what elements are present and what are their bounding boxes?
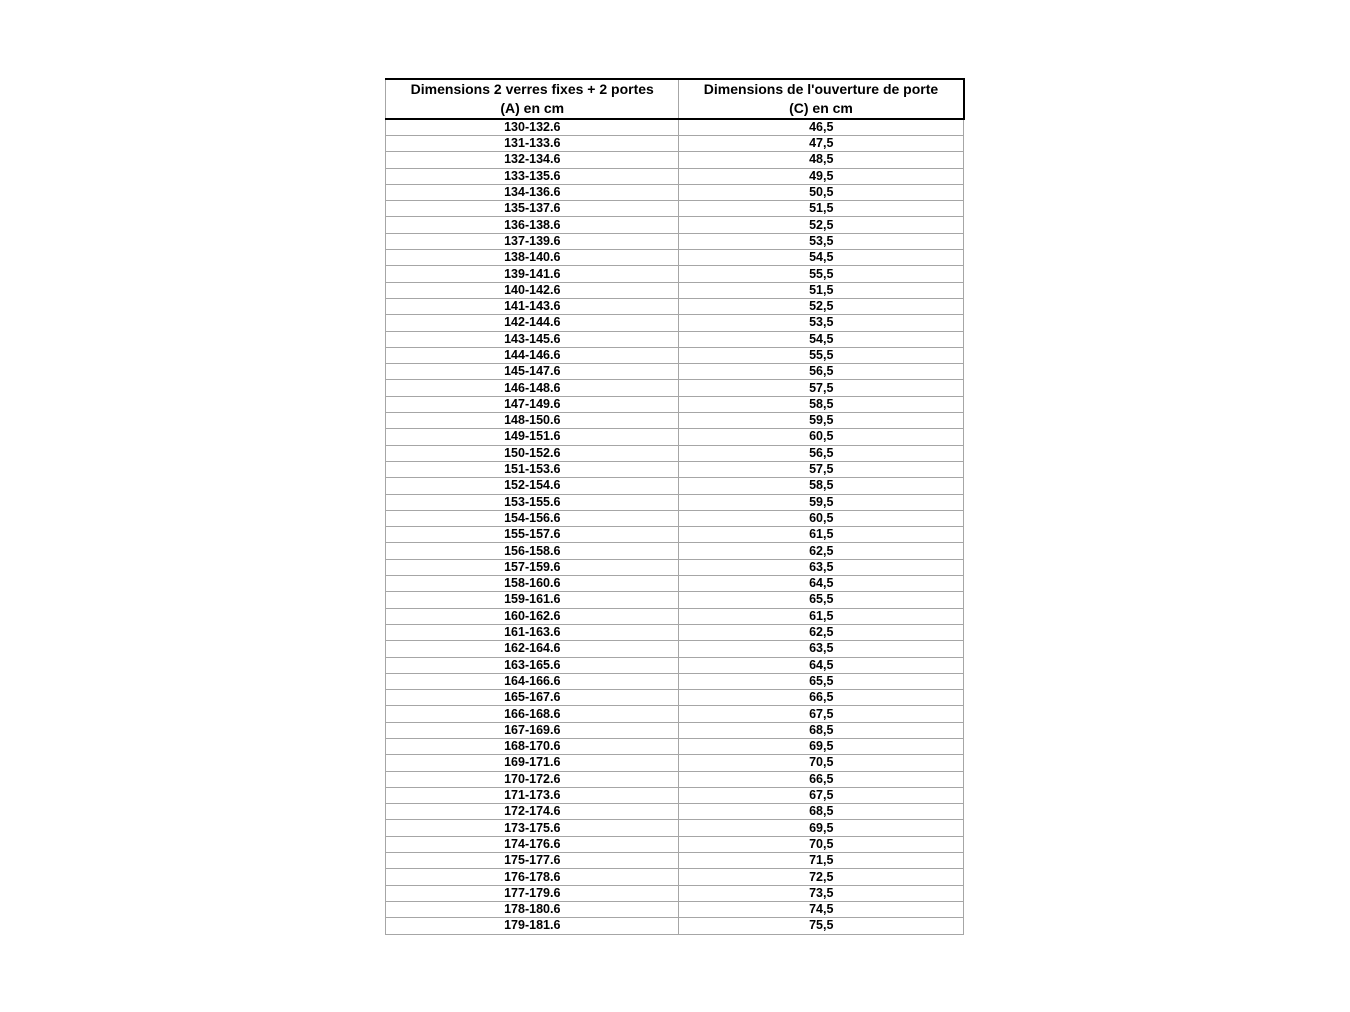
table-row	[386, 608, 964, 624]
table-row	[386, 673, 964, 689]
table-row	[386, 429, 964, 445]
cell-dimension-a: 162-164.6	[386, 641, 679, 657]
table-row	[386, 853, 964, 869]
table-row	[386, 494, 964, 510]
cell-dimension-a: 138-140.6	[386, 250, 679, 266]
cell-dimension-a: 168-170.6	[386, 738, 679, 754]
cell-opening-c: 68,5	[679, 804, 964, 820]
cell-opening-c: 64,5	[679, 657, 964, 673]
cell-opening-c: 53,5	[679, 233, 964, 249]
table-row	[386, 298, 964, 314]
header-col-opening-c	[679, 79, 964, 119]
cell-opening-c: 52,5	[679, 298, 964, 314]
cell-dimension-a: 158-160.6	[386, 576, 679, 592]
cell-opening-c: 74,5	[679, 901, 964, 917]
cell-dimension-a: 165-167.6	[386, 690, 679, 706]
header-row	[386, 79, 964, 119]
cell-opening-c: 51,5	[679, 201, 964, 217]
cell-dimension-a: 170-172.6	[386, 771, 679, 787]
table-row	[386, 184, 964, 200]
cell-opening-c: 62,5	[679, 624, 964, 640]
table-row	[386, 510, 964, 526]
table-row	[386, 576, 964, 592]
cell-dimension-a: 148-150.6	[386, 413, 679, 429]
cell-dimension-a: 131-133.6	[386, 136, 679, 152]
table-row	[386, 738, 964, 754]
cell-opening-c: 49,5	[679, 168, 964, 184]
table-row	[386, 820, 964, 836]
cell-dimension-a: 174-176.6	[386, 836, 679, 852]
cell-opening-c: 66,5	[679, 690, 964, 706]
table-row	[386, 478, 964, 494]
header-col-c-line2: (C) en cm	[789, 100, 853, 116]
cell-opening-c: 70,5	[679, 836, 964, 852]
cell-dimension-a: 175-177.6	[386, 853, 679, 869]
cell-opening-c: 63,5	[679, 559, 964, 575]
cell-dimension-a: 130-132.6	[386, 119, 679, 136]
table-row	[386, 690, 964, 706]
table-row	[386, 282, 964, 298]
table-row	[386, 559, 964, 575]
cell-opening-c: 54,5	[679, 250, 964, 266]
cell-dimension-a: 171-173.6	[386, 787, 679, 803]
cell-opening-c: 57,5	[679, 461, 964, 477]
table-header	[386, 79, 964, 119]
cell-dimension-a: 149-151.6	[386, 429, 679, 445]
header-col-a-line1: Dimensions 2 verres fixes + 2 portes	[410, 81, 654, 97]
cell-opening-c: 67,5	[679, 787, 964, 803]
cell-opening-c: 60,5	[679, 429, 964, 445]
cell-dimension-a: 151-153.6	[386, 461, 679, 477]
cell-opening-c: 65,5	[679, 592, 964, 608]
cell-opening-c: 69,5	[679, 820, 964, 836]
table-row	[386, 918, 964, 934]
cell-dimension-a: 157-159.6	[386, 559, 679, 575]
cell-opening-c: 66,5	[679, 771, 964, 787]
cell-opening-c: 68,5	[679, 722, 964, 738]
table-row	[386, 266, 964, 282]
table-row	[386, 119, 964, 136]
cell-dimension-a: 167-169.6	[386, 722, 679, 738]
table-row	[386, 347, 964, 363]
table-row	[386, 413, 964, 429]
cell-opening-c: 58,5	[679, 478, 964, 494]
cell-opening-c: 53,5	[679, 315, 964, 331]
cell-dimension-a: 146-148.6	[386, 380, 679, 396]
cell-dimension-a: 150-152.6	[386, 445, 679, 461]
table-row	[386, 527, 964, 543]
table-row	[386, 136, 964, 152]
table-row	[386, 543, 964, 559]
cell-dimension-a: 172-174.6	[386, 804, 679, 820]
cell-opening-c: 73,5	[679, 885, 964, 901]
cell-opening-c: 57,5	[679, 380, 964, 396]
cell-dimension-a: 152-154.6	[386, 478, 679, 494]
cell-opening-c: 52,5	[679, 217, 964, 233]
cell-dimension-a: 135-137.6	[386, 201, 679, 217]
table-body	[386, 119, 964, 934]
table-row	[386, 315, 964, 331]
cell-dimension-a: 144-146.6	[386, 347, 679, 363]
page	[0, 78, 1350, 935]
table-row	[386, 869, 964, 885]
table-row	[386, 217, 964, 233]
cell-dimension-a: 137-139.6	[386, 233, 679, 249]
cell-dimension-a: 147-149.6	[386, 396, 679, 412]
cell-opening-c: 71,5	[679, 853, 964, 869]
cell-opening-c: 69,5	[679, 738, 964, 754]
cell-opening-c: 70,5	[679, 755, 964, 771]
table-row	[386, 331, 964, 347]
cell-opening-c: 55,5	[679, 266, 964, 282]
cell-opening-c: 72,5	[679, 869, 964, 885]
cell-dimension-a: 145-147.6	[386, 364, 679, 380]
cell-dimension-a: 132-134.6	[386, 152, 679, 168]
cell-opening-c: 62,5	[679, 543, 964, 559]
cell-dimension-a: 164-166.6	[386, 673, 679, 689]
cell-dimension-a: 163-165.6	[386, 657, 679, 673]
table-row	[386, 657, 964, 673]
cell-opening-c: 47,5	[679, 136, 964, 152]
table-row	[386, 624, 964, 640]
table-row	[386, 201, 964, 217]
table-row	[386, 233, 964, 249]
cell-dimension-a: 140-142.6	[386, 282, 679, 298]
cell-opening-c: 51,5	[679, 282, 964, 298]
cell-opening-c: 75,5	[679, 918, 964, 934]
table-row	[386, 380, 964, 396]
header-col-a-line2: (A) en cm	[500, 100, 565, 116]
table-row	[386, 250, 964, 266]
table-row	[386, 364, 964, 380]
cell-opening-c: 63,5	[679, 641, 964, 657]
cell-opening-c: 61,5	[679, 527, 964, 543]
table-row	[386, 901, 964, 917]
table-row	[386, 592, 964, 608]
header-col-c-line1: Dimensions de l'ouverture de porte	[703, 81, 939, 97]
cell-dimension-a: 177-179.6	[386, 885, 679, 901]
cell-opening-c: 55,5	[679, 347, 964, 363]
cell-opening-c: 46,5	[679, 119, 964, 136]
cell-dimension-a: 160-162.6	[386, 608, 679, 624]
cell-dimension-a: 136-138.6	[386, 217, 679, 233]
cell-opening-c: 56,5	[679, 445, 964, 461]
cell-dimension-a: 159-161.6	[386, 592, 679, 608]
cell-dimension-a: 169-171.6	[386, 755, 679, 771]
cell-dimension-a: 161-163.6	[386, 624, 679, 640]
table-row	[386, 461, 964, 477]
cell-opening-c: 54,5	[679, 331, 964, 347]
cell-dimension-a: 155-157.6	[386, 527, 679, 543]
cell-dimension-a: 142-144.6	[386, 315, 679, 331]
cell-dimension-a: 141-143.6	[386, 298, 679, 314]
cell-dimension-a: 166-168.6	[386, 706, 679, 722]
table-row	[386, 771, 964, 787]
cell-dimension-a: 154-156.6	[386, 510, 679, 526]
cell-opening-c: 56,5	[679, 364, 964, 380]
cell-dimension-a: 179-181.6	[386, 918, 679, 934]
cell-opening-c: 60,5	[679, 510, 964, 526]
table-row	[386, 445, 964, 461]
cell-dimension-a: 139-141.6	[386, 266, 679, 282]
table-row	[386, 396, 964, 412]
table-row	[386, 787, 964, 803]
cell-dimension-a: 178-180.6	[386, 901, 679, 917]
table-row	[386, 641, 964, 657]
cell-opening-c: 61,5	[679, 608, 964, 624]
table-row	[386, 152, 964, 168]
table-row	[386, 804, 964, 820]
cell-opening-c: 67,5	[679, 706, 964, 722]
cell-opening-c: 59,5	[679, 413, 964, 429]
table-row	[386, 706, 964, 722]
dimensions-table	[385, 78, 965, 935]
cell-dimension-a: 176-178.6	[386, 869, 679, 885]
table-row	[386, 836, 964, 852]
cell-dimension-a: 133-135.6	[386, 168, 679, 184]
header-col-dimensions-a	[386, 79, 679, 119]
cell-opening-c: 58,5	[679, 396, 964, 412]
cell-dimension-a: 173-175.6	[386, 820, 679, 836]
table-row	[386, 755, 964, 771]
cell-opening-c: 65,5	[679, 673, 964, 689]
cell-opening-c: 64,5	[679, 576, 964, 592]
cell-opening-c: 48,5	[679, 152, 964, 168]
cell-dimension-a: 153-155.6	[386, 494, 679, 510]
table-row	[386, 168, 964, 184]
cell-opening-c: 59,5	[679, 494, 964, 510]
cell-dimension-a: 156-158.6	[386, 543, 679, 559]
cell-opening-c: 50,5	[679, 184, 964, 200]
cell-dimension-a: 143-145.6	[386, 331, 679, 347]
table-row	[386, 885, 964, 901]
table-row	[386, 722, 964, 738]
cell-dimension-a: 134-136.6	[386, 184, 679, 200]
